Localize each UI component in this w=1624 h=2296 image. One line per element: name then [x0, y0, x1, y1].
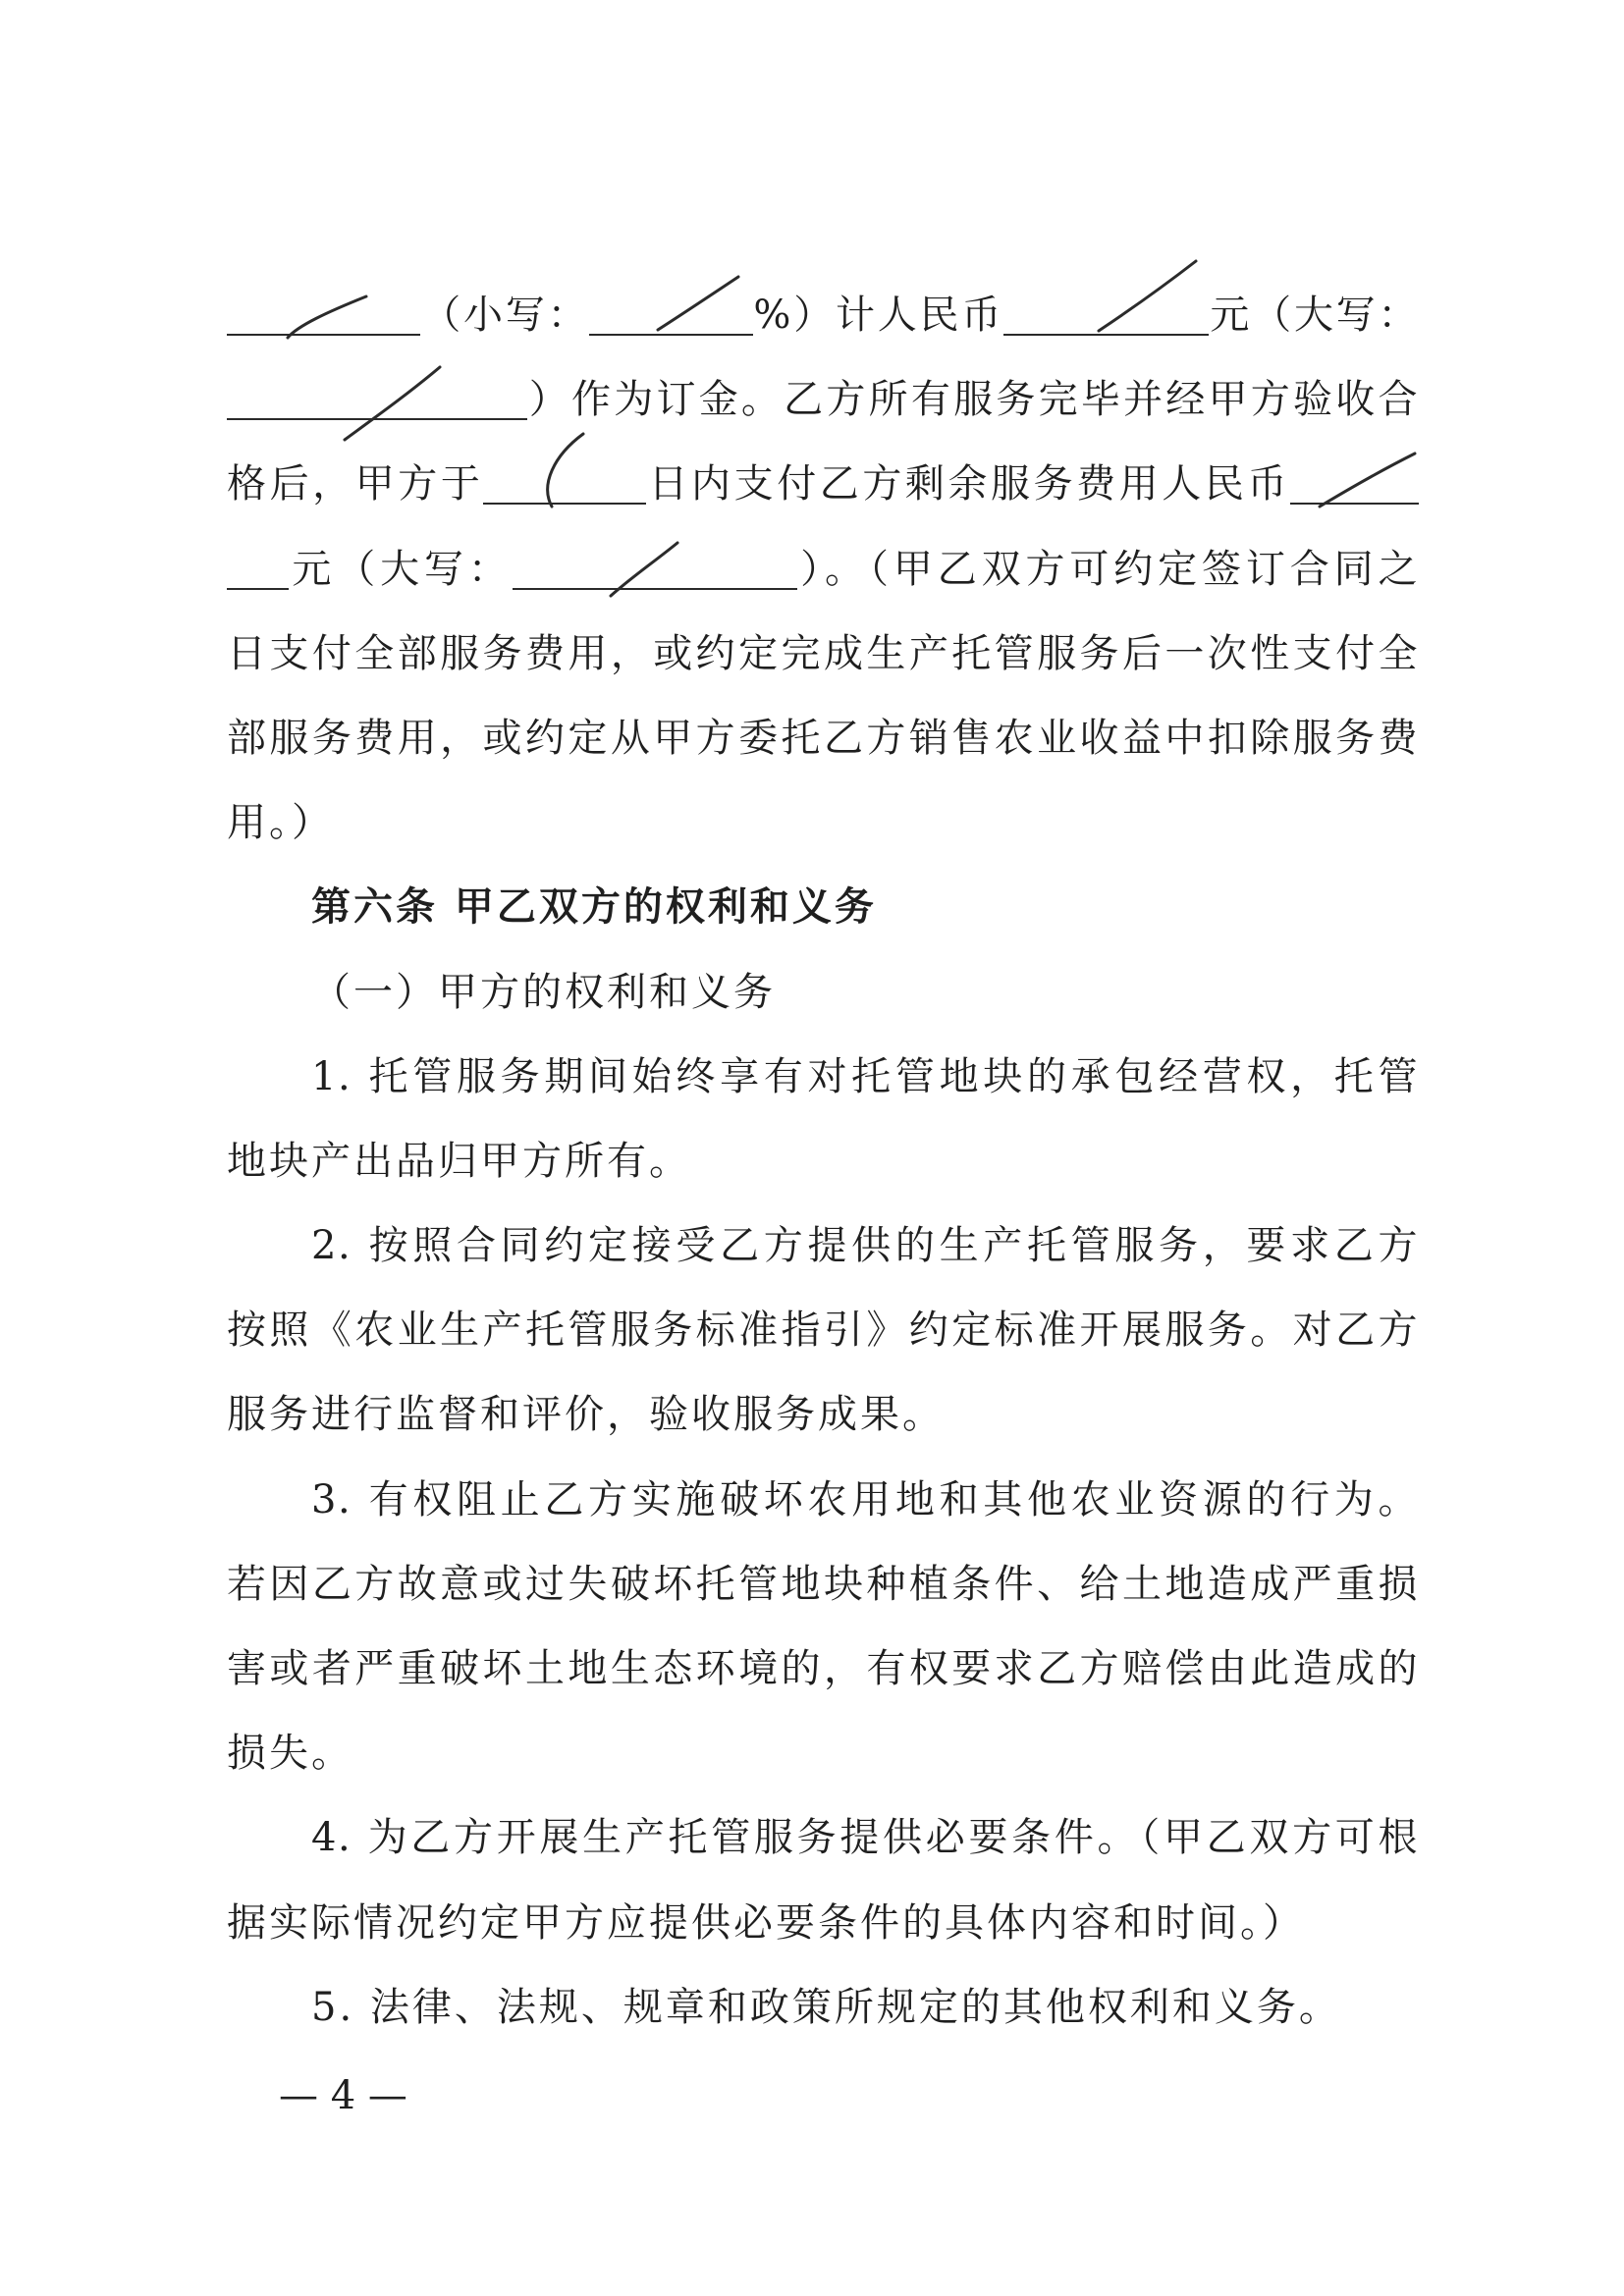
text-line: 用。） — [227, 800, 334, 846]
section-title: （一）甲方的权利和义务 — [311, 969, 776, 1015]
numbered-item-line: 3. 有权阻止乙方实施破坏农用地和其他农业资源的行为。 — [311, 1476, 1419, 1522]
payment-days-prefix: 格后，甲方于 — [227, 461, 484, 507]
numbered-item-line: 按照《农业生产托管服务标准指引》约定标准开展服务。对乙方 — [227, 1308, 1419, 1354]
numbered-item-line: 害或者严重破坏土地生态环境的，有权要求乙方赔偿由此造成的 — [227, 1646, 1419, 1691]
lowercase-label: （小写： — [420, 293, 590, 338]
handwritten-slash-mark — [1290, 404, 1419, 503]
percent-label: %）计人民币 — [753, 293, 1004, 338]
fee-clause-line-3 — [227, 442, 1419, 526]
handwritten-slash-mark — [227, 320, 527, 418]
remaining-fee-text: 日内支付乙方剩余服务费用人民币 — [646, 461, 1291, 507]
deposit-text: ）作为订金。乙方所有服务完毕并经甲方验收合 — [527, 377, 1419, 423]
numbered-item-line: 2. 按照合同约定接受乙方提供的生产托管服务，要求乙方 — [311, 1223, 1419, 1269]
numbered-item-line: 4. 为乙方开展生产托管服务提供必要条件。（甲乙双方可根 — [311, 1815, 1419, 1861]
payment-note-text: ）。（甲乙双方可约定签订合同之 — [796, 546, 1420, 592]
handwritten-slash-mark — [513, 490, 797, 588]
numbered-item-line: 据实际情况约定甲方应提供必要条件的具体内容和时间。） — [227, 1899, 1305, 1946]
blank-field — [1003, 285, 1209, 336]
handwritten-slash-mark — [227, 236, 420, 334]
article-heading: 第六条 甲乙双方的权利和义务 — [311, 884, 877, 931]
blank-field — [589, 285, 753, 336]
blank-field — [513, 539, 797, 590]
blank-field — [1290, 454, 1419, 505]
text-line: 日支付全部服务费用，或约定完成生产托管服务后一次性支付全 — [227, 630, 1419, 676]
fee-clause-line-4 — [227, 527, 1419, 612]
uppercase-label: 元（大写： — [1209, 293, 1420, 338]
document-text-column — [227, 273, 1419, 2050]
numbered-item-line: 地块产出品归甲方所有。 — [227, 1138, 691, 1184]
numbered-item-line: 1. 托管服务期间始终享有对托管地块的承包经营权，托管 — [311, 1053, 1419, 1099]
numbered-item-line: 若因乙方故意或过失破坏托管地块种植条件、给土地造成严重损 — [227, 1561, 1419, 1607]
handwritten-slash-mark — [589, 236, 753, 334]
handwritten-slash-mark — [483, 404, 646, 503]
uppercase-label: 元（大写： — [289, 546, 513, 592]
blank-field — [227, 369, 527, 420]
numbered-item-line: 损失。 — [227, 1731, 353, 1777]
blank-field — [227, 539, 289, 590]
numbered-item-line: 5. 法律、法规、规章和政策所规定的其他权利和义务。 — [311, 1984, 1341, 2030]
handwritten-slash-mark — [1003, 236, 1209, 334]
fee-clause-line-2 — [227, 357, 1419, 442]
text-line: 部服务费用，或约定从甲方委托乙方销售农业收益中扣除服务费 — [227, 715, 1419, 761]
numbered-item-line: 服务进行监督和评价，验收服务成果。 — [227, 1392, 945, 1438]
page-number: — 4 — — [279, 2073, 407, 2118]
